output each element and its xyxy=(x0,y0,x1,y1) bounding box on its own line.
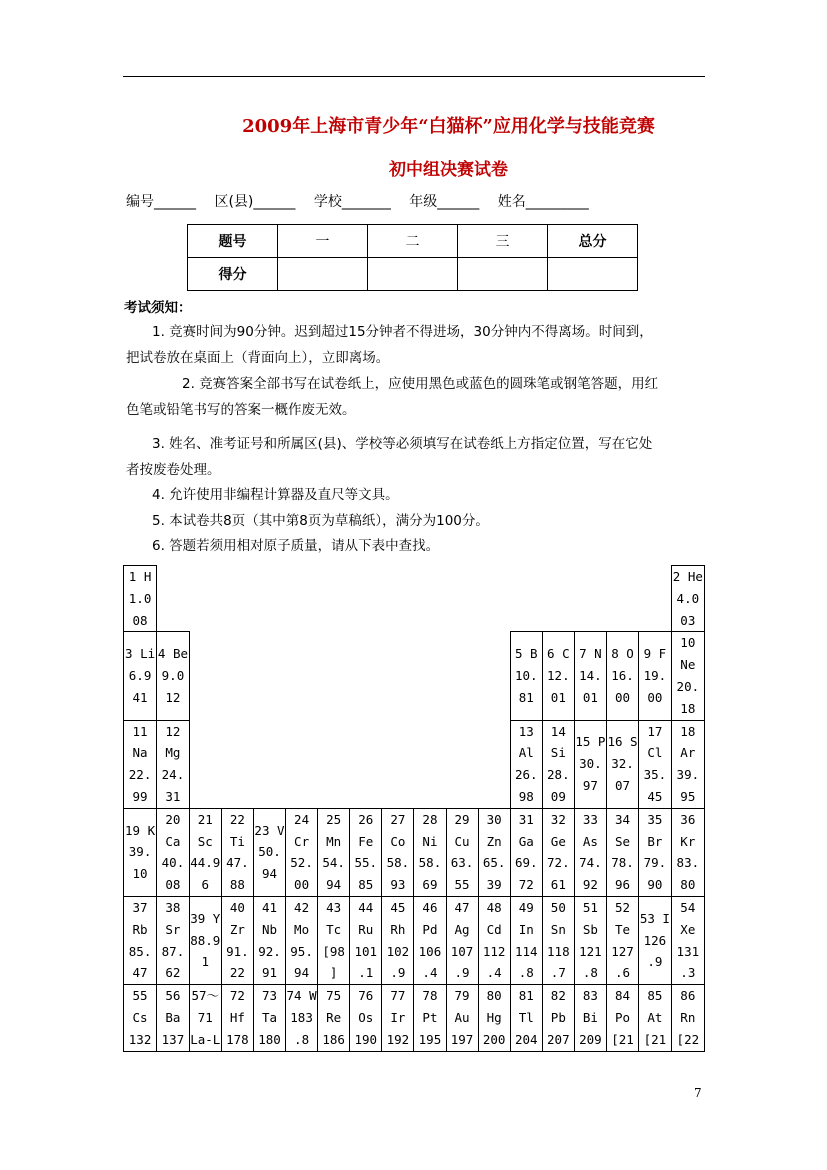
notice-line: 1. 竞赛时间为90分钟。迟到超过15分钟者不得进场，30分钟内不得离场。时间到， xyxy=(152,324,653,340)
element-cell: 21 Sc 44.9 6 xyxy=(189,808,221,896)
element-cell: 74 W 183 .8 xyxy=(286,985,318,1051)
score-header-cell: 二 xyxy=(368,225,458,258)
element-cell: 56 Ba 137 xyxy=(157,985,190,1051)
empty-cell xyxy=(639,566,672,632)
empty-cell xyxy=(318,566,350,632)
element-cell: 17 Cl 35. 45 xyxy=(639,720,672,808)
empty-cell xyxy=(414,566,446,632)
element-cell: 14 Si 28. 09 xyxy=(542,720,574,808)
element-cell: 4 Be 9.0 12 xyxy=(157,632,190,720)
element-cell: 38 Sr 87. 62 xyxy=(157,896,190,984)
empty-cell xyxy=(606,566,638,632)
element-cell: 25 Mn 54. 94 xyxy=(318,808,350,896)
element-cell: 23 V 50. 94 xyxy=(253,808,285,896)
element-cell: 5 B 10. 81 xyxy=(510,632,542,720)
element-cell: 20 Ca 40. 08 xyxy=(157,808,190,896)
page-number: 7 xyxy=(694,1086,702,1100)
empty-cell xyxy=(157,566,190,632)
score-cell[interactable] xyxy=(458,258,548,291)
empty-cell xyxy=(542,566,574,632)
element-cell: 37 Rb 85. 47 xyxy=(124,896,157,984)
element-cell: 22 Ti 47. 88 xyxy=(221,808,253,896)
element-cell: 2 He 4.0 03 xyxy=(671,566,704,632)
element-cell: 84 Po [21 xyxy=(606,985,638,1051)
element-cell: 49 In 114 .8 xyxy=(510,896,542,984)
empty-cell xyxy=(286,566,318,632)
element-cell: 48 Cd 112 .4 xyxy=(478,896,510,984)
element-cell: 16 S 32. 07 xyxy=(606,720,638,808)
notice-line: 者按废卷处理。 xyxy=(126,462,221,478)
empty-cell xyxy=(350,566,382,632)
periodic-row xyxy=(124,896,705,984)
empty-cell xyxy=(574,566,606,632)
element-cell: 24 Cr 52. 00 xyxy=(286,808,318,896)
score-header-row xyxy=(188,225,638,258)
element-cell: 43 Tc [98 ] xyxy=(318,896,350,984)
score-cell[interactable] xyxy=(278,258,368,291)
empty-cell xyxy=(189,632,221,720)
element-cell: 45 Rh 102 .9 xyxy=(382,896,414,984)
element-cell: 11 Na 22. 99 xyxy=(124,720,157,808)
element-cell: 52 Te 127 .6 xyxy=(606,896,638,984)
element-cell: 19 K 39. 10 xyxy=(124,808,157,896)
element-cell: 6 C 12. 01 xyxy=(542,632,574,720)
score-header-cell: 题号 xyxy=(188,225,278,258)
empty-cell xyxy=(414,720,446,808)
empty-cell xyxy=(318,632,350,720)
empty-cell xyxy=(446,720,478,808)
element-cell: 81 Tl 204 xyxy=(510,985,542,1051)
element-cell: 51 Sb 121 .8 xyxy=(574,896,606,984)
score-header-cell: 一 xyxy=(278,225,368,258)
periodic-row xyxy=(124,985,705,1051)
field-district[interactable]: 区(县)______ xyxy=(214,194,296,210)
empty-cell xyxy=(350,632,382,720)
notice-line: 3. 姓名、准考证号和所属区(县)、学校等必须填写在试卷纸上方指定位置，写在它处 xyxy=(152,436,653,452)
field-number[interactable]: 编号______ xyxy=(126,194,196,210)
periodic-row xyxy=(124,566,705,632)
element-cell: 40 Zr 91. 22 xyxy=(221,896,253,984)
notice-line: 4. 允许使用非编程计算器及直尺等文具。 xyxy=(152,487,399,503)
score-header-cell: 三 xyxy=(458,225,548,258)
empty-cell xyxy=(382,720,414,808)
empty-cell xyxy=(478,632,510,720)
element-cell: 83 Bi 209 xyxy=(574,985,606,1051)
element-cell: 36 Kr 83. 80 xyxy=(671,808,704,896)
element-cell: 18 Ar 39. 95 xyxy=(671,720,704,808)
periodic-row xyxy=(124,808,705,896)
score-cell[interactable] xyxy=(548,258,638,291)
element-cell: 27 Co 58. 93 xyxy=(382,808,414,896)
element-cell: 26 Fe 55. 85 xyxy=(350,808,382,896)
element-cell: 72 Hf 178 xyxy=(221,985,253,1051)
score-table xyxy=(187,224,638,291)
element-cell: 53 I 126 .9 xyxy=(639,896,672,984)
element-cell: 12 Mg 24. 31 xyxy=(157,720,190,808)
element-cell: 42 Mo 95. 94 xyxy=(286,896,318,984)
score-header-cell: 总分 xyxy=(548,225,638,258)
score-cell[interactable] xyxy=(368,258,458,291)
element-cell: 8 O 16. 00 xyxy=(606,632,638,720)
empty-cell xyxy=(253,632,285,720)
element-cell: 3 Li 6.9 41 xyxy=(124,632,157,720)
element-cell: 80 Hg 200 xyxy=(478,985,510,1051)
empty-cell xyxy=(286,632,318,720)
field-name[interactable]: 姓名_________ xyxy=(497,194,589,210)
element-cell: 1 H 1.0 08 xyxy=(124,566,157,632)
empty-cell xyxy=(221,566,253,632)
element-cell: 7 N 14. 01 xyxy=(574,632,606,720)
element-cell: 31 Ga 69. 72 xyxy=(510,808,542,896)
notice-line: 6. 答题若须用相对原子质量，请从下表中查找。 xyxy=(152,538,440,554)
element-cell: 85 At [21 xyxy=(639,985,672,1051)
empty-cell xyxy=(446,632,478,720)
notice-line: 把试卷放在桌面上（背面向上），立即离场。 xyxy=(126,350,390,366)
element-cell: 46 Pd 106 .4 xyxy=(414,896,446,984)
empty-cell xyxy=(221,720,253,808)
empty-cell xyxy=(414,632,446,720)
element-cell: 30 Zn 65. 39 xyxy=(478,808,510,896)
periodic-table xyxy=(123,565,705,1052)
element-cell: 15 P 30. 97 xyxy=(574,720,606,808)
empty-cell xyxy=(382,566,414,632)
element-cell: 33 As 74. 92 xyxy=(574,808,606,896)
empty-cell xyxy=(382,632,414,720)
element-cell: 39 Y 88.9 1 xyxy=(189,896,221,984)
field-school[interactable]: 学校_______ xyxy=(313,194,391,210)
empty-cell xyxy=(286,720,318,808)
exam-subtitle: 初中组决赛试卷 xyxy=(389,160,508,180)
element-cell: 28 Ni 58. 69 xyxy=(414,808,446,896)
element-cell: 79 Au 197 xyxy=(446,985,478,1051)
empty-cell xyxy=(478,566,510,632)
empty-cell xyxy=(478,720,510,808)
periodic-row xyxy=(124,720,705,808)
element-cell: 57～ 71 La-L xyxy=(189,985,221,1051)
element-cell: 47 Ag 107 .9 xyxy=(446,896,478,984)
element-cell: 86 Rn [22 xyxy=(671,985,704,1051)
field-grade[interactable]: 年级______ xyxy=(409,194,480,210)
element-cell: 41 Nb 92. 91 xyxy=(253,896,285,984)
element-cell: 75 Re 186 xyxy=(318,985,350,1051)
element-cell: 29 Cu 63. 55 xyxy=(446,808,478,896)
notice-line: 2. 竞赛答案全部书写在试卷纸上，应使用黑色或蓝色的圆珠笔或钢笔答题，用红 xyxy=(182,376,659,392)
empty-cell xyxy=(253,720,285,808)
element-cell: 78 Pt 195 xyxy=(414,985,446,1051)
element-cell: 13 Al 26. 98 xyxy=(510,720,542,808)
periodic-row xyxy=(124,632,705,720)
notice-line: 5. 本试卷共8页（其中第8页为草稿纸），满分为100分。 xyxy=(152,513,489,529)
empty-cell xyxy=(253,566,285,632)
exam-title: 2009年上海市青少年“白猫杯”应用化学与技能竞赛 xyxy=(242,116,655,137)
element-cell: 9 F 19. 00 xyxy=(639,632,672,720)
score-value-row xyxy=(188,258,638,291)
empty-cell xyxy=(510,566,542,632)
element-cell: 35 Br 79. 90 xyxy=(639,808,672,896)
element-cell: 44 Ru 101 .1 xyxy=(350,896,382,984)
element-cell: 55 Cs 132 xyxy=(124,985,157,1051)
element-cell: 77 Ir 192 xyxy=(382,985,414,1051)
score-row-label: 得分 xyxy=(188,258,278,291)
empty-cell xyxy=(446,566,478,632)
element-cell: 73 Ta 180 xyxy=(253,985,285,1051)
info-fields xyxy=(126,191,603,211)
element-cell: 82 Pb 207 xyxy=(542,985,574,1051)
header-rule xyxy=(123,76,705,77)
empty-cell xyxy=(189,566,221,632)
element-cell: 76 Os 190 xyxy=(350,985,382,1051)
element-cell: 34 Se 78. 96 xyxy=(606,808,638,896)
empty-cell xyxy=(189,720,221,808)
empty-cell xyxy=(221,632,253,720)
element-cell: 32 Ge 72. 61 xyxy=(542,808,574,896)
element-cell: 10 Ne 20. 18 xyxy=(671,632,704,720)
empty-cell xyxy=(318,720,350,808)
element-cell: 50 Sn 118 .7 xyxy=(542,896,574,984)
empty-cell xyxy=(350,720,382,808)
notice-title: 考试须知： xyxy=(124,300,192,316)
notice-line: 色笔或铅笔书写的答案一概作废无效。 xyxy=(126,402,356,418)
element-cell: 54 Xe 131 .3 xyxy=(671,896,704,984)
